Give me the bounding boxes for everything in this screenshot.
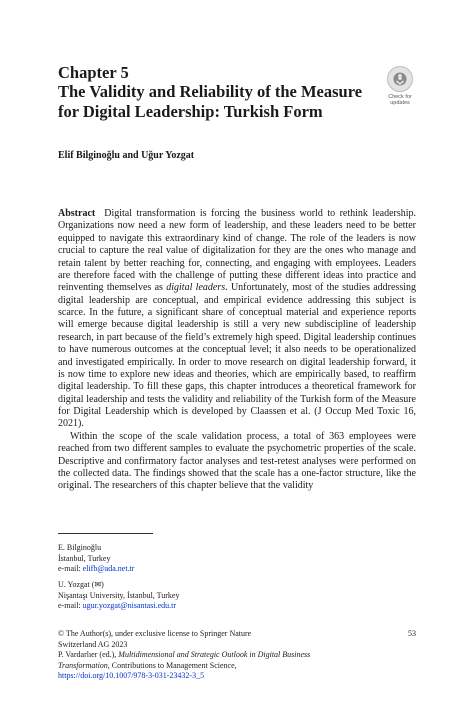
- badge-label-line: Check for: [388, 94, 412, 100]
- authors: Elif Bilginoğlu and Uğur Yozgat: [58, 150, 195, 161]
- chapter-title-line: for Digital Leadership: Turkish Form: [58, 102, 323, 121]
- footer-row: [58, 629, 416, 640]
- chapter-label: Chapter 5: [58, 63, 129, 82]
- book-title: Transformation: [58, 660, 108, 670]
- book-title: Multidimensional and Strategic Outlook in Digital Business: [118, 650, 311, 660]
- citation-editor: P. Vardarlıer (ed.),: [58, 650, 119, 660]
- footnote-divider: [58, 533, 153, 534]
- check-for-updates-icon: [387, 66, 413, 92]
- abstract-paragraph: Within the scope of the scale validation process, a total of 363 employees were reached from two different samples to evaluate the psychometric properties of the scale. Descriptive and confirmatory factor analyses and test-retest analyses were performed on the collected data. The findings showed that the scale has a one-factor structure, like the original. The researchers of this chapter believe that the validity: [58, 430, 416, 492]
- page-footer: [58, 629, 416, 682]
- series-text: , Contributions to Management Science,: [107, 660, 237, 670]
- affiliation-email-row: [58, 601, 179, 612]
- email-link[interactable]: elifb@ada.net.tr: [82, 564, 135, 573]
- affiliation-place: İstanbul, Turkey: [58, 553, 111, 563]
- copyright-text: Switzerland AG 2023: [58, 639, 128, 649]
- email-link[interactable]: ugur.yozgat@nisantasi.edu.tr: [82, 601, 177, 610]
- page-number: 53: [408, 629, 416, 638]
- doi-link[interactable]: https://doi.org/10.1007/978-3-031-23432-3_5: [58, 671, 205, 681]
- chapter-title-line: The Validity and Reliability of the Measure: [58, 82, 363, 101]
- copyright-text: © The Author(s), under exclusive license to Springer Nature: [58, 629, 252, 638]
- citation-line: [58, 661, 416, 672]
- citation-line: [58, 671, 416, 682]
- email-label: e-mail:: [58, 601, 83, 610]
- abstract-paragraph: [58, 208, 416, 431]
- check-for-updates-badge[interactable]: [380, 66, 420, 106]
- abstract-text: . Unfortunately, most of the studies addressing digital leadership are conceptual, and empirical evidence addressing this subject is scarce. In the future, a significant share of conceptual material and experience reports will emerge because digital leadership is still a very new subdiscipline of leadership research, in part because of the field’s extremely high speed. Digital leadership continues to have numerous outcomes at the conceptual level; it also needs to be operationalized and investigated empirically. In order to move research on digital leadership forward, it is now time to explore new ideas and theories, which are empirically based, to reaffirm digital leadership. To fill these gaps, this chapter introduces a theoretical framework for digital leadership and tests the validity and reliability of the Turkish form of the Measure for Digital Leadership which is developed by Claassen et al. (J Occup Med Toxic 16, 2021).: [58, 282, 416, 430]
- citation-line: [58, 650, 416, 661]
- badge-label-line: updates: [390, 100, 410, 106]
- affiliation-block: [58, 543, 134, 575]
- abstract-text: Digital transformation is forcing the business world to rethink leadership. Organizations now need a new form of leadership, and these leaders need to be better equipped to navigate this extraordinary kind of change. The role of the leaders is now crucial to capture the real value of digitalization for they are the ones who manage and retain talent by better reaching for, connecting, and engaging with employees. Leaders are therefore faced with the challenge of putting these different ideas into practice and reinventing themselves as: [58, 208, 417, 294]
- abstract-label: Abstract: [58, 208, 96, 219]
- chapter-title: [58, 82, 388, 122]
- badge-label: [380, 94, 420, 106]
- affiliation-email-row: [58, 564, 134, 575]
- abstract: [58, 208, 416, 493]
- affiliation-name: U. Yozgat (✉): [58, 580, 104, 589]
- affiliation-block: [58, 580, 179, 612]
- affiliation-place: Nişantaşı University, İstanbul, Turkey: [58, 590, 180, 600]
- email-label: e-mail:: [58, 564, 83, 573]
- abstract-italic-term: digital leaders: [166, 282, 226, 294]
- affiliation-name: E. Bilginoğlu: [58, 543, 102, 552]
